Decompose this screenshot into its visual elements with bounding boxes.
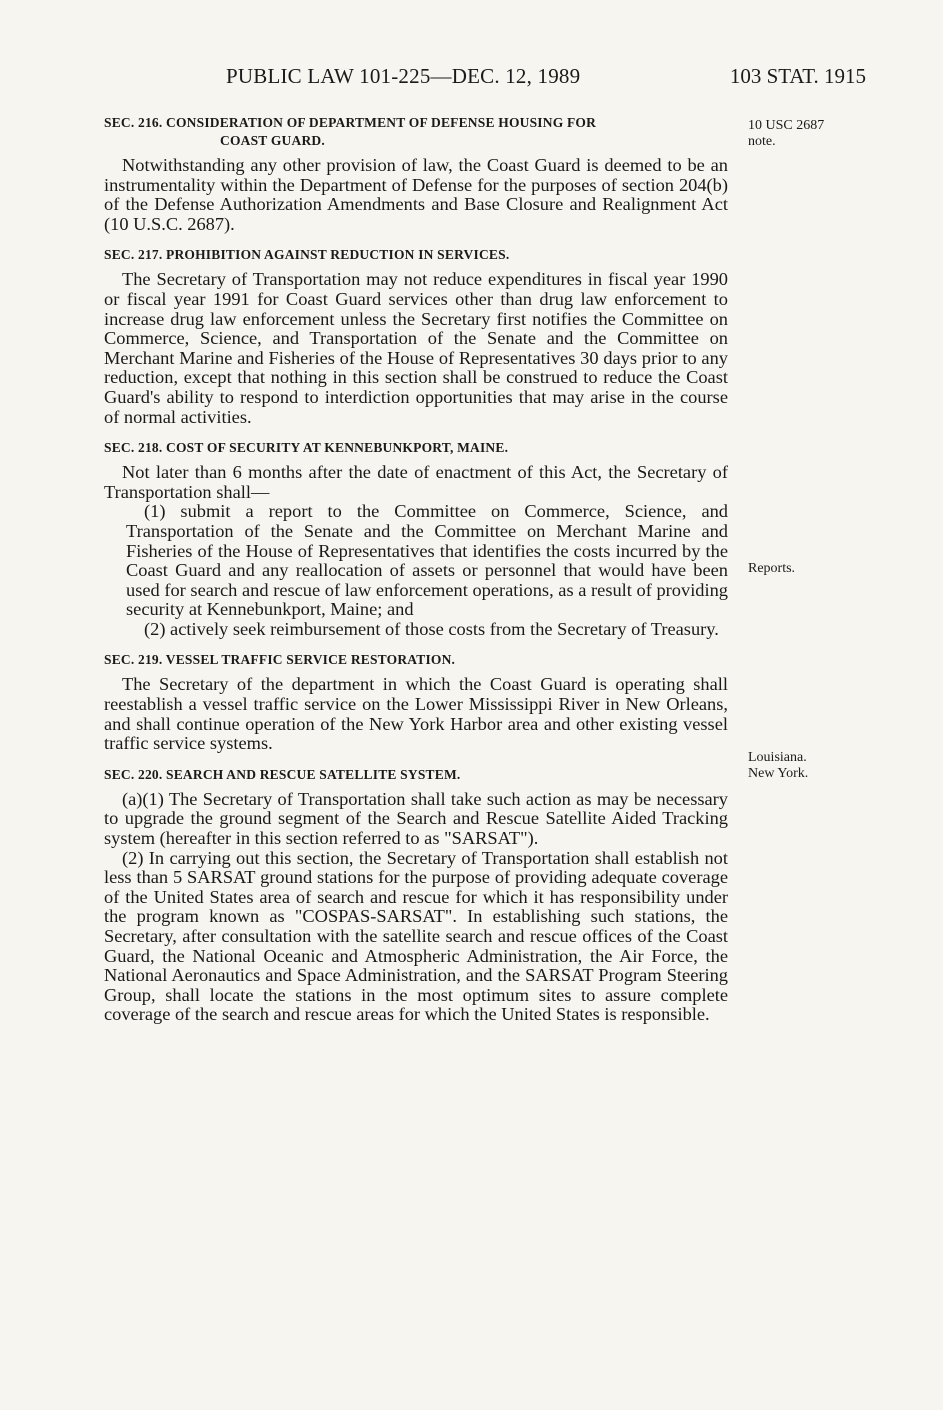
margin-note-reports: Reports.: [748, 561, 796, 576]
section-217-text: The Secretary of Transportation may not reduce expenditures in fiscal year 1990 or fiscal year 1991 for Coast Guard services other than drug law enforcement to increase drug law enforcement unless the Secretary first notifies the Committee on Commerce, Science, and Transportation of the Senate and the Committee on Merchant Marine and Fisheries of the House of Representatives 30 days prior to any reduction, except that nothing in this section shall be construed to reduce the Coast Guard's ability to respond to interdiction opportunities that may arise in the course of normal activities.: [104, 269, 728, 427]
section-218-item-2: (2) actively seek reimbursement of those costs from the Secretary of Treasury.: [144, 618, 719, 639]
section-218-item-1: (1) submit a report to the Committee on Commerce, Science, and Transportation of the Senate and the Committee on Merchant Marine and Fisheries of the House of Representatives that identifies the costs incurred by the Coast Guard and any reallocation of assets or personnel that would have been used for search and rescue of law enforcement operations, as a result of providing security at Kennebunkport, Maine; and: [126, 501, 728, 620]
section-216-heading: [104, 114, 728, 150]
margin-note-louisiana: Louisiana.: [748, 750, 807, 765]
section-218-intro: Not later than 6 months after the date of enactment of this Act, the Secretary of Transportation shall—: [104, 462, 728, 502]
section-217-heading: SEC. 217. PROHIBITION AGAINST REDUCTION IN SERVICES.: [104, 247, 510, 263]
section-217: [104, 246, 728, 427]
section-216: [104, 114, 728, 234]
section-220-heading: SEC. 220. SEARCH AND RESCUE SATELLITE SYSTEM.: [104, 766, 461, 782]
stat-page-number: 103 STAT. 1915: [729, 64, 866, 88]
margin-note-new-york: New York.: [748, 766, 809, 781]
section-219-heading: SEC. 219. VESSEL TRAFFIC SERVICE RESTORATION.: [104, 652, 456, 668]
section-218-heading: SEC. 218. COST OF SECURITY AT KENNEBUNKPORT, MAINE.: [104, 440, 509, 456]
section-220: [104, 766, 728, 1025]
margin-note-usc-line1: 10 USC 2687: [748, 118, 825, 133]
margin-note-usc: [748, 118, 858, 150]
section-218: [104, 439, 728, 639]
main-text-column: [104, 114, 728, 1025]
section-216-heading-line1: SEC. 216. CONSIDERATION OF DEPARTMENT OF DEFENSE HOUSING FOR: [104, 115, 597, 130]
page-header: [226, 64, 866, 94]
section-216-text: Notwithstanding any other provision of law, the Coast Guard is deemed to be an instrumentality within the Department of Defense for the purposes of section 204(b) of the Defense Authorization Amendments and Base Closure and Realignment Act (10 U.S.C. 2687).: [104, 155, 728, 234]
section-220-a1: (a)(1) The Secretary of Transportation shall take such action as may be necessary to upgrade the ground segment of the Search and Rescue Satellite Aided Tracking system (hereafter in this section referred to as "SARSAT").: [104, 788, 728, 849]
margin-note-states: [748, 750, 858, 782]
section-220-a2: (2) In carrying out this section, the Secretary of Transportation shall establish not less than 5 SARSAT ground stations for the purpose of providing adequate coverage of the United States area of search and rescue for which it has responsibility under the program known as "COSPAS-SARSAT". In establishing such stations, the Secretary, after consultation with the satellite search and rescue offices of the Coast Guard, the National Oceanic and Atmospheric Administration, the Air Force, the National Aeronautics and Space Administration, and the SARSAT Program Steering Group, shall locate the stations in the most optimum sites to assure complete coverage of the search and rescue areas for which the United States is responsible.: [104, 847, 728, 1025]
running-title: PUBLIC LAW 101-225—DEC. 12, 1989: [226, 64, 581, 88]
section-216-heading-line2: COAST GUARD.: [220, 133, 325, 148]
margin-note-usc-line2: note.: [748, 134, 776, 149]
section-219: [104, 651, 728, 753]
section-219-text: The Secretary of the department in which the Coast Guard is operating shall reestablish a vessel traffic service on the Lower Mississippi River in New Orleans, and shall continue operation of the New York Harbor area and other existing vessel traffic service systems.: [104, 674, 728, 754]
